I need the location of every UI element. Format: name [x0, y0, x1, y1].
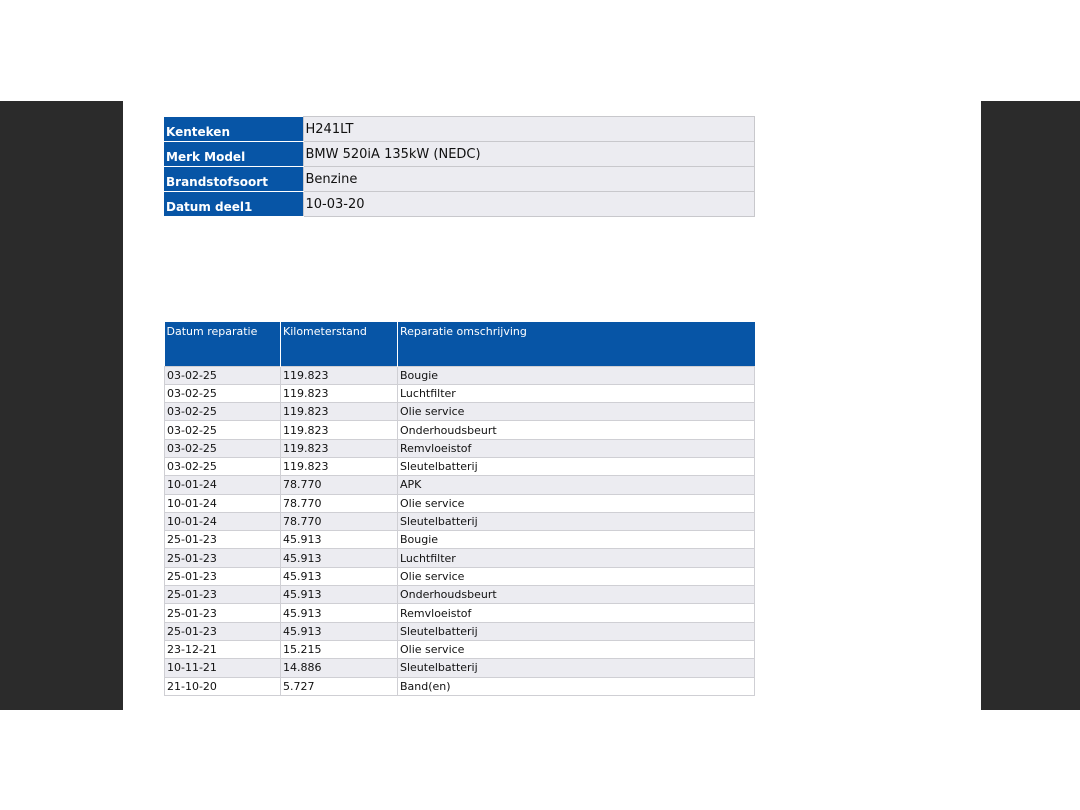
repair-date-cell: 03-02-25 — [165, 384, 281, 402]
repair-mileage-cell: 15.215 — [281, 640, 398, 658]
repair-date-cell: 21-10-20 — [165, 677, 281, 695]
column-header-mileage: Kilometerstand — [281, 322, 398, 366]
repair-description-cell: Onderhoudsbeurt — [398, 586, 755, 604]
repair-mileage-cell: 45.913 — [281, 586, 398, 604]
repair-description-cell: Olie service — [398, 403, 755, 421]
table-row — [165, 476, 755, 494]
table-row — [165, 439, 755, 457]
vehicle-info-value: 10-03-20 — [303, 192, 755, 217]
repair-date-cell: 25-01-23 — [165, 622, 281, 640]
repair-date-cell: 25-01-23 — [165, 549, 281, 567]
repair-history-body — [165, 366, 755, 695]
vehicle-info-label: Kenteken — [164, 117, 303, 142]
repair-description-cell: Remvloeistof — [398, 604, 755, 622]
vehicle-info-label: Datum deel1 — [164, 192, 303, 217]
table-row — [165, 659, 755, 677]
table-row — [165, 366, 755, 384]
vehicle-info-label: Merk Model — [164, 142, 303, 167]
table-row — [165, 549, 755, 567]
repair-mileage-cell: 5.727 — [281, 677, 398, 695]
table-row — [165, 531, 755, 549]
repair-date-cell: 03-02-25 — [165, 439, 281, 457]
repair-date-cell: 03-02-25 — [165, 403, 281, 421]
vehicle-info-row — [164, 117, 755, 142]
repair-date-cell: 10-01-24 — [165, 476, 281, 494]
repair-mileage-cell: 45.913 — [281, 531, 398, 549]
vehicle-info-label: Brandstofsoort — [164, 167, 303, 192]
repair-mileage-cell: 45.913 — [281, 549, 398, 567]
repair-date-cell: 10-01-24 — [165, 512, 281, 530]
repair-description-cell: Sleutelbatterij — [398, 622, 755, 640]
repair-description-cell: Olie service — [398, 494, 755, 512]
repair-description-cell: Olie service — [398, 567, 755, 585]
repair-description-cell: Sleutelbatterij — [398, 659, 755, 677]
table-row — [165, 494, 755, 512]
table-row — [165, 421, 755, 439]
repair-date-cell: 25-01-23 — [165, 567, 281, 585]
repair-mileage-cell: 119.823 — [281, 421, 398, 439]
repair-date-cell: 25-01-23 — [165, 586, 281, 604]
repair-description-cell: Luchtfilter — [398, 549, 755, 567]
repair-history-table — [164, 322, 755, 696]
repair-date-cell: 23-12-21 — [165, 640, 281, 658]
table-row — [165, 677, 755, 695]
repair-mileage-cell: 119.823 — [281, 366, 398, 384]
repair-mileage-cell: 45.913 — [281, 604, 398, 622]
column-header-description: Reparatie omschrijving — [398, 322, 755, 366]
repair-mileage-cell: 119.823 — [281, 457, 398, 475]
repair-description-cell: Bougie — [398, 366, 755, 384]
vehicle-info-value: H241LT — [303, 117, 755, 142]
repair-description-cell: Olie service — [398, 640, 755, 658]
repair-date-cell: 03-02-25 — [165, 421, 281, 439]
vehicle-info-row — [164, 167, 755, 192]
repair-mileage-cell: 78.770 — [281, 512, 398, 530]
viewer-left-margin — [0, 101, 123, 710]
repair-mileage-cell: 119.823 — [281, 439, 398, 457]
repair-description-cell: APK — [398, 476, 755, 494]
repair-date-cell: 25-01-23 — [165, 604, 281, 622]
table-row — [165, 640, 755, 658]
repair-mileage-cell: 119.823 — [281, 403, 398, 421]
vehicle-info-table — [164, 116, 755, 217]
repair-mileage-cell: 119.823 — [281, 384, 398, 402]
table-row — [165, 384, 755, 402]
table-row — [165, 512, 755, 530]
viewer-right-margin — [981, 101, 1080, 710]
repair-date-cell: 10-01-24 — [165, 494, 281, 512]
repair-date-cell: 25-01-23 — [165, 531, 281, 549]
repair-mileage-cell: 78.770 — [281, 476, 398, 494]
repair-description-cell: Onderhoudsbeurt — [398, 421, 755, 439]
repair-history-header-row — [165, 322, 755, 366]
repair-mileage-cell: 14.886 — [281, 659, 398, 677]
repair-description-cell: Sleutelbatterij — [398, 512, 755, 530]
repair-description-cell: Bougie — [398, 531, 755, 549]
repair-date-cell: 03-02-25 — [165, 457, 281, 475]
table-row — [165, 604, 755, 622]
table-row — [165, 457, 755, 475]
repair-date-cell: 10-11-21 — [165, 659, 281, 677]
repair-mileage-cell: 45.913 — [281, 567, 398, 585]
vehicle-info-value: BMW 520iA 135kW (NEDC) — [303, 142, 755, 167]
table-row — [165, 403, 755, 421]
table-row — [165, 622, 755, 640]
repair-date-cell: 03-02-25 — [165, 366, 281, 384]
vehicle-info-value: Benzine — [303, 167, 755, 192]
repair-mileage-cell: 45.913 — [281, 622, 398, 640]
table-row — [165, 567, 755, 585]
repair-mileage-cell: 78.770 — [281, 494, 398, 512]
repair-description-cell: Remvloeistof — [398, 439, 755, 457]
table-row — [165, 586, 755, 604]
repair-description-cell: Band(en) — [398, 677, 755, 695]
vehicle-info-row — [164, 192, 755, 217]
column-header-date: Datum reparatie — [165, 322, 281, 366]
repair-description-cell: Sleutelbatterij — [398, 457, 755, 475]
vehicle-info-row — [164, 142, 755, 167]
repair-description-cell: Luchtfilter — [398, 384, 755, 402]
